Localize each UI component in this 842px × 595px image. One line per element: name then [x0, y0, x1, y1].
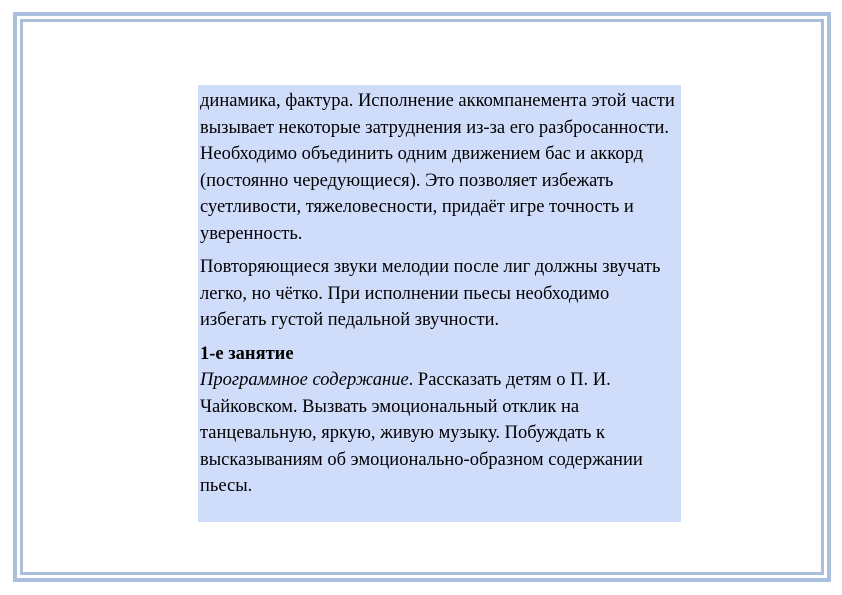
- paragraph-program-content: [200, 367, 679, 500]
- paragraph-accompaniment: динамика, фактура. Исполнение аккомпанемента этой части вызывает некоторые затруднения из-за его разбросанности. Необходимо объединить одним движением бас и аккорд (постоянно чередующиеся). Это позволяет избежать суетливости, тяжеловесности, придаёт игре точность и уверенность.: [200, 91, 675, 244]
- paragraph-repeated-sounds: Повторяющиеся звуки мелодии после лиг должны звучать легко, но чётко. При исполнении пьесы необходимо избегать густой педальной звучности.: [200, 257, 661, 330]
- slide-text-block: [198, 85, 681, 522]
- program-content-label: Программное содержание: [200, 370, 409, 390]
- lesson-heading: 1-е занятие: [200, 343, 294, 364]
- program-content-text: . Рассказать детям о П. И. Чайковском. Вызвать эмоциональный отклик на танцевальную, яркую, живую музыку. Побуждать к высказываниям об эмоционально-образном содержании пьесы.: [200, 370, 643, 496]
